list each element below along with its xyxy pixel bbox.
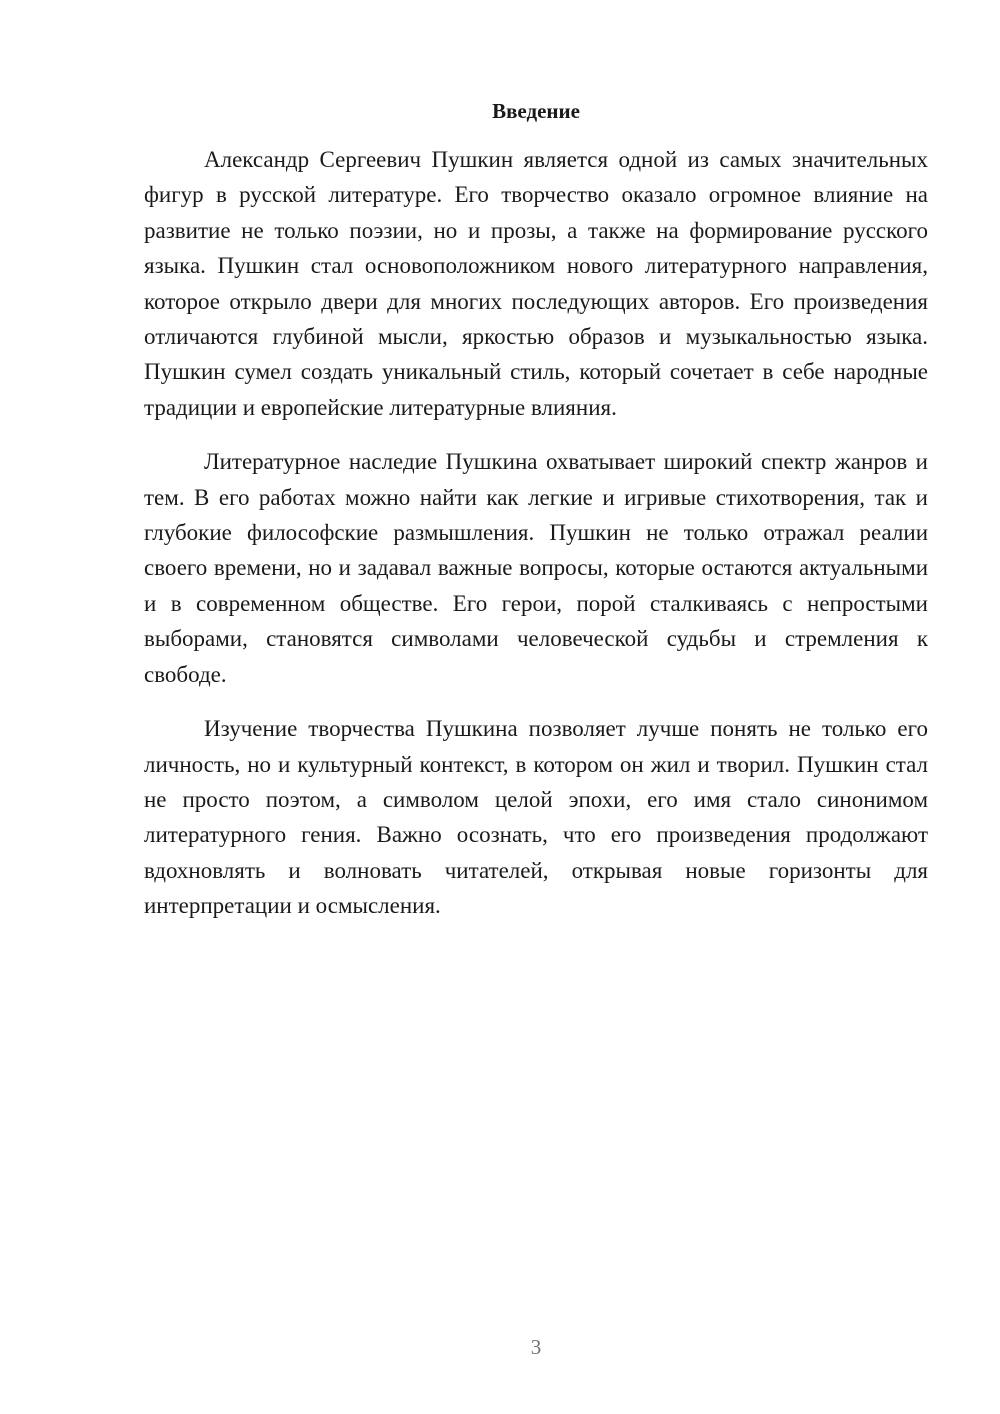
- body-text: [144, 142, 928, 943]
- page-number: 3: [530, 1335, 542, 1359]
- paragraph: Изучение творчества Пушкина позволяет лучше понять не только его личность, но и культурный контекст, в котором он жил и творил. Пушкин стал не просто поэтом, а символом целой эпохи, его имя стало синонимом литературного гения. Важно осознать, что его произведения продолжают вдохновлять и волновать читателей, открывая новые горизонты для интерпретации и осмысления.: [144, 716, 928, 919]
- paragraph: Литературное наследие Пушкина охватывает широкий спектр жанров и тем. В его работах можно найти как легкие и игривые стихотворения, так и глубокие философские размышления. Пушкин не только отражал реалии своего времени, но и задавал важные вопросы, которые остаются актуальными и в современном обществе. Его герои, порой сталкиваясь с непростыми выборами, становятся символами человеческой судьбы и стремления к свободе.: [144, 449, 928, 687]
- section-heading: Введение: [492, 99, 580, 123]
- paragraph: Александр Сергеевич Пушкин является одной из самых значительных фигур в русской литературе. Его творчество оказало огромное влияние на развитие не только поэзии, но и прозы, а также на формирование русского языка. Пушкин стал основоположником нового литературного направления, которое открыло двери для многих последующих авторов. Его произведения отличаются глубиной мысли, яркостью образов и музыкальностью языка. Пушкин сумел создать уникальный стиль, который сочетает в себе народные традиции и европейские литературные влияния.: [144, 147, 928, 420]
